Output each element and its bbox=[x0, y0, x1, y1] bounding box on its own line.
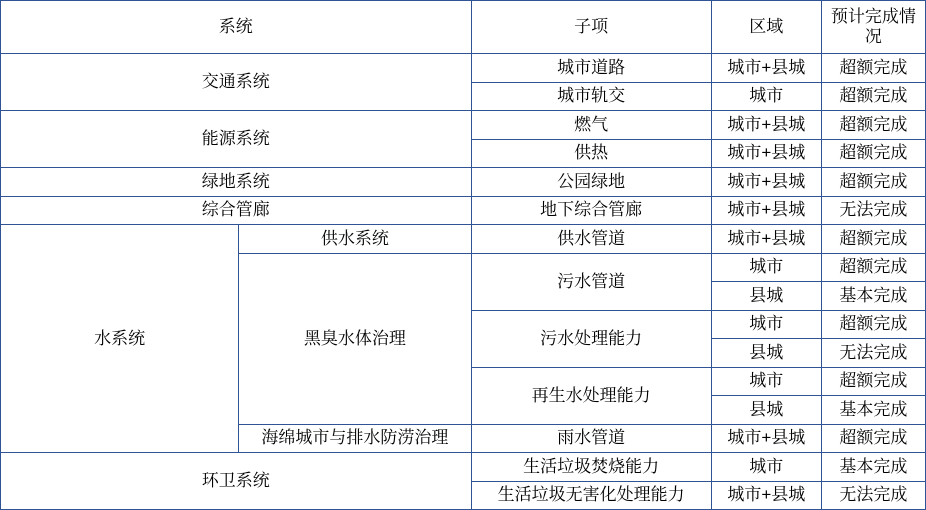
status-cell: 无法完成 bbox=[821, 196, 925, 225]
item-cell: 再生水处理能力 bbox=[471, 367, 711, 424]
status-cell: 基本完成 bbox=[821, 396, 925, 425]
area-cell: 城市+县城 bbox=[711, 139, 821, 168]
area-cell: 城市 bbox=[711, 453, 821, 482]
table-row bbox=[1, 54, 926, 83]
status-cell: 超额完成 bbox=[821, 225, 925, 254]
status-cell: 超额完成 bbox=[821, 253, 925, 282]
area-cell: 城市+县城 bbox=[711, 481, 821, 510]
system-cell-sanitation: 环卫系统 bbox=[1, 453, 472, 510]
table-row bbox=[1, 225, 926, 254]
table-row bbox=[1, 453, 926, 482]
item-cell: 地下综合管廊 bbox=[471, 196, 711, 225]
status-cell: 超额完成 bbox=[821, 111, 925, 140]
system-cell-water: 水系统 bbox=[1, 225, 239, 453]
table-header bbox=[1, 1, 926, 54]
table-row bbox=[1, 196, 926, 225]
status-cell: 超额完成 bbox=[821, 54, 925, 83]
area-cell: 城市 bbox=[711, 310, 821, 339]
item-cell: 生活垃圾无害化处理能力 bbox=[471, 481, 711, 510]
status-cell: 基本完成 bbox=[821, 453, 925, 482]
item-cell: 生活垃圾焚烧能力 bbox=[471, 453, 711, 482]
system-cell-corridor: 综合管廊 bbox=[1, 196, 472, 225]
item-cell: 污水管道 bbox=[471, 253, 711, 310]
status-cell: 超额完成 bbox=[821, 139, 925, 168]
status-cell: 超额完成 bbox=[821, 82, 925, 111]
system-cell-traffic: 交通系统 bbox=[1, 54, 472, 111]
item-cell: 城市道路 bbox=[471, 54, 711, 83]
column-header-area: 区域 bbox=[711, 1, 821, 54]
area-cell: 城市+县城 bbox=[711, 54, 821, 83]
table-body bbox=[1, 54, 926, 510]
system-cell-energy: 能源系统 bbox=[1, 111, 472, 168]
area-cell: 城市+县城 bbox=[711, 225, 821, 254]
table-row bbox=[1, 168, 926, 197]
system-cell-green: 绿地系统 bbox=[1, 168, 472, 197]
area-cell: 县城 bbox=[711, 282, 821, 311]
area-cell: 城市+县城 bbox=[711, 111, 821, 140]
status-cell: 超额完成 bbox=[821, 168, 925, 197]
item-cell: 污水处理能力 bbox=[471, 310, 711, 367]
item-cell: 雨水管道 bbox=[471, 424, 711, 453]
column-header-system: 系统 bbox=[1, 1, 472, 54]
status-cell: 超额完成 bbox=[821, 367, 925, 396]
status-cell: 超额完成 bbox=[821, 424, 925, 453]
status-cell: 基本完成 bbox=[821, 282, 925, 311]
item-cell: 供热 bbox=[471, 139, 711, 168]
area-cell: 城市+县城 bbox=[711, 196, 821, 225]
subsystem-cell-water-supply: 供水系统 bbox=[239, 225, 471, 254]
area-cell: 城市 bbox=[711, 367, 821, 396]
column-header-status: 预计完成情况 bbox=[821, 1, 925, 54]
table-header-row bbox=[1, 1, 926, 54]
area-cell: 县城 bbox=[711, 396, 821, 425]
subsystem-cell-black-odor: 黑臭水体治理 bbox=[239, 253, 471, 424]
status-cell: 超额完成 bbox=[821, 310, 925, 339]
subsystem-cell-sponge: 海绵城市与排水防涝治理 bbox=[239, 424, 471, 453]
item-cell: 城市轨交 bbox=[471, 82, 711, 111]
area-cell: 城市 bbox=[711, 82, 821, 111]
area-cell: 城市 bbox=[711, 253, 821, 282]
table-row bbox=[1, 111, 926, 140]
item-cell: 公园绿地 bbox=[471, 168, 711, 197]
area-cell: 城市+县城 bbox=[711, 424, 821, 453]
area-cell: 城市+县城 bbox=[711, 168, 821, 197]
status-cell: 无法完成 bbox=[821, 481, 925, 510]
area-cell: 县城 bbox=[711, 339, 821, 368]
status-cell: 无法完成 bbox=[821, 339, 925, 368]
item-cell: 燃气 bbox=[471, 111, 711, 140]
column-header-subitem: 子项 bbox=[471, 1, 711, 54]
item-cell: 供水管道 bbox=[471, 225, 711, 254]
